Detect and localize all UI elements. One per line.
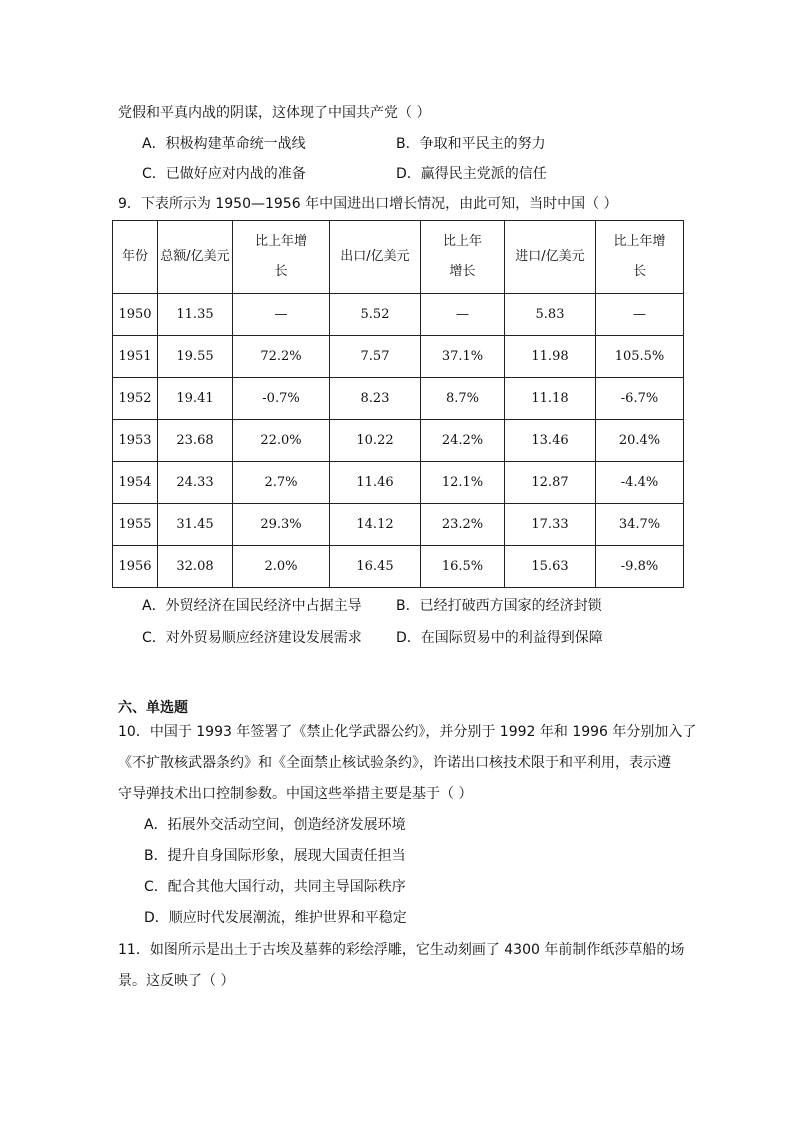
q9-option-d[interactable]: D．在国际贸易中的利益得到保障 xyxy=(396,630,603,646)
q10-stem-line: 《不扩散核武器条约》和《全面禁止核试验条约》，许诺出口核技术限于和平利用，表示遵 xyxy=(118,755,671,771)
table-cell: 11.18 xyxy=(505,378,596,420)
table-cell: 20.4% xyxy=(596,420,684,462)
table-row xyxy=(113,294,684,336)
q10-stem-line: 守导弹技术出口控制参数。中国这些举措主要是基于（ ） xyxy=(118,786,473,802)
table-cell: — xyxy=(596,294,684,336)
table-cell: 19.41 xyxy=(158,378,233,420)
table-cell: 10.22 xyxy=(330,420,421,462)
q9-option-b[interactable]: B．已经打破西方国家的经济封锁 xyxy=(396,598,602,614)
table-header-cell: 比上年增长 xyxy=(596,221,684,294)
table-cell: 11.98 xyxy=(505,336,596,378)
table-cell: 16.45 xyxy=(330,546,421,588)
table-cell: 1954 xyxy=(113,462,158,504)
q8-option-b[interactable]: B．争取和平民主的努力 xyxy=(396,136,546,152)
q9-option-a[interactable]: A．外贸经济在国民经济中占据主导 xyxy=(142,598,362,614)
table-cell: 1951 xyxy=(113,336,158,378)
table-cell: 31.45 xyxy=(158,504,233,546)
q10-option-c[interactable]: C．配合其他大国行动，共同主导国际秩序 xyxy=(144,879,406,895)
table-header-cell: 年份 xyxy=(113,221,158,294)
table-cell: 17.33 xyxy=(505,504,596,546)
table-cell: 13.46 xyxy=(505,420,596,462)
table-row xyxy=(113,546,684,588)
table-cell: — xyxy=(233,294,330,336)
table-cell: 2.7% xyxy=(233,462,330,504)
q8-continuation: 党假和平真内战的阴谋，这体现了中国共产党（ ） xyxy=(118,105,431,121)
table-cell: 5.52 xyxy=(330,294,421,336)
table-cell: 1953 xyxy=(113,420,158,462)
table-cell: 12.87 xyxy=(505,462,596,504)
table-cell: 11.35 xyxy=(158,294,233,336)
section-title: 六、单选题 xyxy=(118,700,188,716)
table-cell: 19.55 xyxy=(158,336,233,378)
table-cell: 1950 xyxy=(113,294,158,336)
q8-option-c[interactable]: C．已做好应对内战的准备 xyxy=(142,166,306,182)
table-cell: 37.1% xyxy=(421,336,505,378)
table-cell: 105.5% xyxy=(596,336,684,378)
table-row xyxy=(113,336,684,378)
table-cell: 15.63 xyxy=(505,546,596,588)
table-cell: 24.2% xyxy=(421,420,505,462)
table-row xyxy=(113,462,684,504)
q10-option-b[interactable]: B．提升自身国际形象，展现大国责任担当 xyxy=(144,848,406,864)
q10-option-d[interactable]: D．顺应时代发展潮流，维护世界和平稳定 xyxy=(144,910,407,926)
table-header-cell: 比上年增长 xyxy=(421,221,505,294)
table-cell: -0.7% xyxy=(233,378,330,420)
q9-option-c[interactable]: C．对外贸易顺应经济建设发展需求 xyxy=(142,630,362,646)
table-header-cell: 比上年增长 xyxy=(233,221,330,294)
table-row xyxy=(113,504,684,546)
table-cell: 1956 xyxy=(113,546,158,588)
table-cell: 29.3% xyxy=(233,504,330,546)
q10-stem-line: 10．中国于 1993 年签署了《禁止化学武器公约》，并分别于 1992 年和 1996 年分别加入了 xyxy=(118,724,697,740)
table-cell: 1955 xyxy=(113,504,158,546)
table-cell: 2.0% xyxy=(233,546,330,588)
table-header-row xyxy=(113,221,684,294)
q11-stem-line: 景。这反映了（ ） xyxy=(118,973,235,989)
table-header-cell: 出口/亿美元 xyxy=(330,221,421,294)
q8-option-d[interactable]: D．赢得民主党派的信任 xyxy=(396,166,547,182)
table-cell: 7.57 xyxy=(330,336,421,378)
table-header-cell: 总额/亿美元 xyxy=(158,221,233,294)
table-cell: 72.2% xyxy=(233,336,330,378)
table-cell: 8.7% xyxy=(421,378,505,420)
table-cell: 34.7% xyxy=(596,504,684,546)
table-cell: 5.83 xyxy=(505,294,596,336)
table-cell: 12.1% xyxy=(421,462,505,504)
table-row xyxy=(113,378,684,420)
table-cell: — xyxy=(421,294,505,336)
table-cell: 1952 xyxy=(113,378,158,420)
table-cell: -6.7% xyxy=(596,378,684,420)
table-cell: 14.12 xyxy=(330,504,421,546)
table-row xyxy=(113,420,684,462)
q8-option-a[interactable]: A．积极构建革命统一战线 xyxy=(142,136,306,152)
table-cell: 8.23 xyxy=(330,378,421,420)
q11-stem-line: 11．如图所示是出土于古埃及墓葬的彩绘浮雕，它生动刻画了 4300 年前制作纸莎草船的场 xyxy=(118,942,685,958)
table-header-cell: 进口/亿美元 xyxy=(505,221,596,294)
trade-table xyxy=(112,220,684,588)
table-cell: -9.8% xyxy=(596,546,684,588)
table-cell: 24.33 xyxy=(158,462,233,504)
table-cell: 23.68 xyxy=(158,420,233,462)
q9-stem: 9．下表所示为 1950—1956 年中国进出口增长情况，由此可知，当时中国（ ） xyxy=(118,196,618,212)
table-cell: 16.5% xyxy=(421,546,505,588)
table-cell: -4.4% xyxy=(596,462,684,504)
table-cell: 22.0% xyxy=(233,420,330,462)
table-cell: 11.46 xyxy=(330,462,421,504)
q10-option-a[interactable]: A．拓展外交活动空间，创造经济发展环境 xyxy=(144,817,406,833)
table-cell: 23.2% xyxy=(421,504,505,546)
table-cell: 32.08 xyxy=(158,546,233,588)
